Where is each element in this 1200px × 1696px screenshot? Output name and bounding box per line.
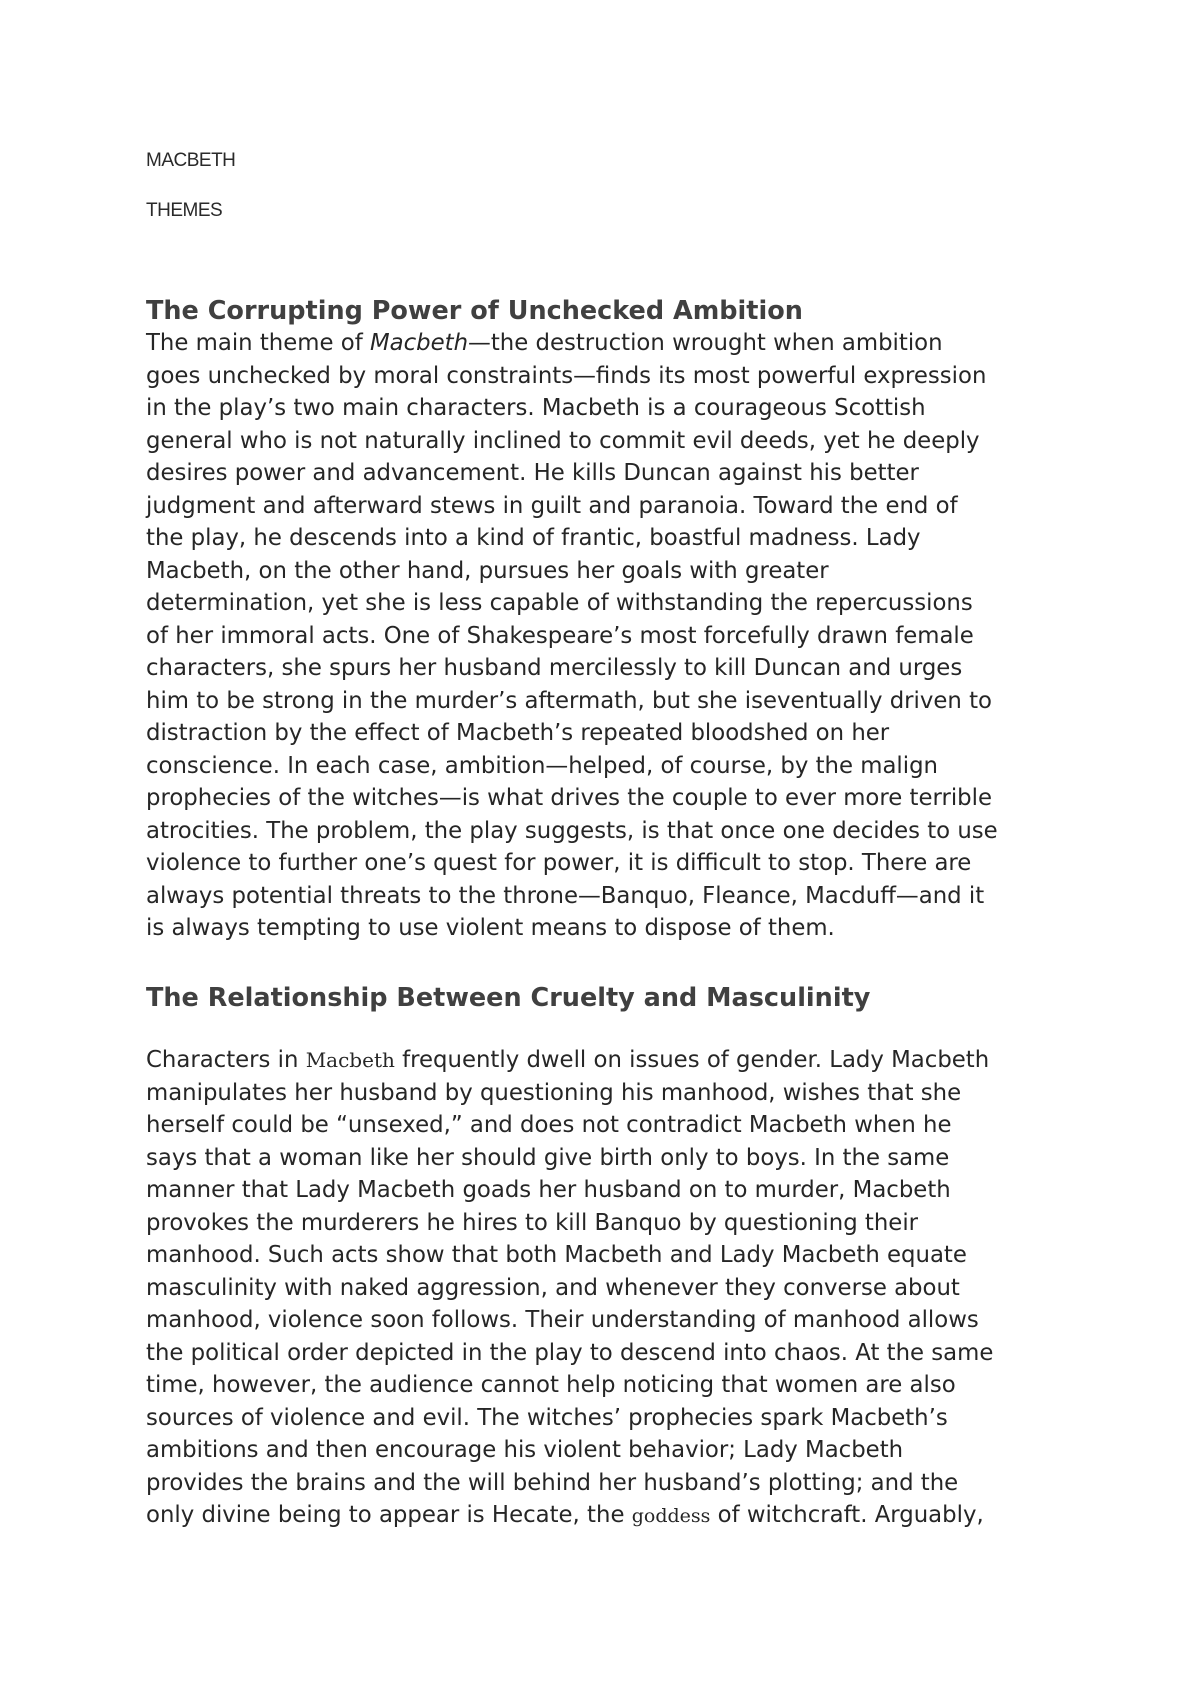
paragraph-line: provides the brains and the will behind her husband’s plotting; and the bbox=[146, 1469, 959, 1496]
section-heading-ambition: The Corrupting Power of Unchecked Ambition bbox=[146, 296, 803, 326]
text-run: —the destruction wrought when ambition bbox=[468, 330, 943, 356]
paragraph-line: him to be strong in the murder’s aftermath, but she iseventually driven to bbox=[146, 687, 992, 714]
text-run: of witchcraft. Arguably, bbox=[710, 1502, 984, 1528]
serif-word: goddess bbox=[631, 1505, 711, 1527]
paragraph-line: says that a woman like her should give birth only to boys. In the same bbox=[146, 1144, 950, 1171]
paragraph-line: desires power and advancement. He kills Duncan against his better bbox=[146, 460, 919, 486]
paragraph-line bbox=[146, 327, 1076, 360]
paragraph-line: ambitions and then encourage his violent behavior; Lady Macbeth bbox=[146, 1437, 904, 1463]
paragraph-line: is always tempting to use violent means to dispose of them. bbox=[146, 915, 835, 941]
text-run: frequently dwell on issues of gender. Lady Macbeth bbox=[394, 1047, 990, 1073]
paragraph-line: provokes the murderers he hires to kill Banquo by questioning their bbox=[146, 1209, 919, 1236]
paragraph-line: conscience. In each case, ambition—helped, of course, by the malign bbox=[146, 752, 939, 779]
paragraph-line: violence to further one’s quest for power, it is difficult to stop. There are bbox=[146, 850, 972, 876]
paragraph-line: always potential threats to the throne—Banquo, Fleance, Macduff—and it bbox=[146, 882, 985, 909]
play-title-serif: Macbeth bbox=[305, 1048, 395, 1072]
paragraph-line: manner that Lady Macbeth goads her husband on to murder, Macbeth bbox=[146, 1177, 951, 1203]
paragraph-line: herself could be “unsexed,” and does not contradict Macbeth when he bbox=[146, 1112, 952, 1138]
document-title-label: MACBETH bbox=[146, 150, 236, 171]
paragraph-ambition bbox=[146, 327, 1076, 945]
paragraph-line: time, however, the audience cannot help noticing that women are also bbox=[146, 1372, 956, 1398]
paragraph-line: prophecies of the witches—is what drives the couple to ever more terrible bbox=[146, 785, 992, 811]
paragraph-line: the political order depicted in the play to descend into chaos. At the same bbox=[146, 1339, 994, 1366]
paragraph-cruelty-masculinity bbox=[146, 1044, 1076, 1533]
paragraph-line bbox=[146, 1499, 1076, 1533]
paragraph-line: sources of violence and evil. The witches’ prophecies spark Macbeth’s bbox=[146, 1404, 948, 1431]
paragraph-line: determination, yet she is less capable of withstanding the repercussions bbox=[146, 590, 973, 616]
paragraph-line: masculinity with naked aggression, and whenever they converse about bbox=[146, 1274, 960, 1301]
paragraph-line: characters, she spurs her husband mercilessly to kill Duncan and urges bbox=[146, 655, 963, 681]
paragraph-line: Macbeth, on the other hand, pursues her goals with greater bbox=[146, 557, 829, 584]
text-run: Characters in bbox=[146, 1047, 306, 1073]
paragraph-line: manhood. Such acts show that both Macbeth and Lady Macbeth equate bbox=[146, 1242, 967, 1268]
section-heading-cruelty-masculinity: The Relationship Between Cruelty and Masculinity bbox=[146, 983, 871, 1013]
paragraph-line: manipulates her husband by questioning his manhood, wishes that she bbox=[146, 1079, 962, 1106]
paragraph-line: general who is not naturally inclined to commit evil deeds, yet he deeply bbox=[146, 427, 980, 454]
paragraph-line: manhood, violence soon follows. Their understanding of manhood allows bbox=[146, 1307, 979, 1333]
paragraph-line: judgment and afterward stews in guilt and paranoia. Toward the end of bbox=[146, 492, 958, 519]
paragraph-line: atrocities. The problem, the play suggests, is that once one decides to use bbox=[146, 817, 998, 844]
paragraph-line bbox=[146, 1044, 1076, 1077]
paragraph-line: the play, he descends into a kind of frantic, boastful madness. Lady bbox=[146, 525, 921, 551]
text-run: The main theme of bbox=[146, 330, 370, 356]
text-run: only divine being to appear is Hecate, the bbox=[146, 1502, 632, 1528]
paragraph-line: in the play’s two main characters. Macbeth is a courageous Scottish bbox=[146, 395, 926, 421]
document-subtitle-label: THEMES bbox=[146, 200, 223, 221]
play-title-italic: Macbeth bbox=[369, 330, 469, 356]
paragraph-line: of her immoral acts. One of Shakespeare’s most forcefully drawn female bbox=[146, 622, 974, 649]
paragraph-line: distraction by the effect of Macbeth’s repeated bloodshed on her bbox=[146, 720, 890, 746]
paragraph-line: goes unchecked by moral constraints—finds its most powerful expression bbox=[146, 362, 987, 389]
